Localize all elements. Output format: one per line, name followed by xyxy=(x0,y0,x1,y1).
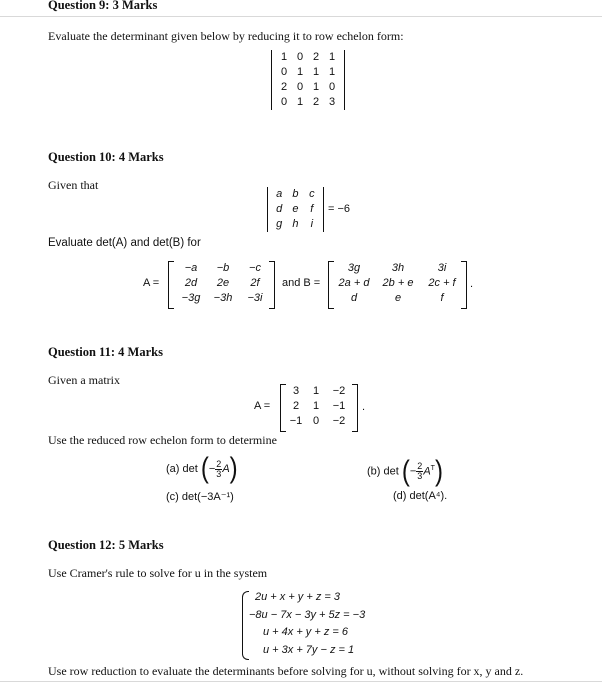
matrix-cell: −c xyxy=(249,262,261,274)
matrix-cell: 0 xyxy=(296,81,304,93)
divider xyxy=(0,681,602,682)
q12-footer: Use row reduction to evaluate the determinants before solving for u, without solving for x, y and z. xyxy=(48,664,524,678)
matrix-cell: −2 xyxy=(332,385,346,397)
q10-det-value: = −6 xyxy=(328,203,351,215)
part-a-var: A xyxy=(222,463,230,475)
matrix-cell: 2 xyxy=(312,51,320,63)
matrix-cell: 1 xyxy=(312,400,320,412)
system-brace xyxy=(242,591,249,660)
matrix-cell: 3h xyxy=(391,262,405,274)
fraction-numerator: 2 xyxy=(216,458,222,469)
matrix-cell: −2 xyxy=(332,415,346,427)
fraction-denominator: 3 xyxy=(417,471,423,482)
q11-given: Given a matrix xyxy=(48,373,120,387)
matrix-cell: a xyxy=(276,188,283,200)
matrix-cell: d xyxy=(276,203,283,215)
matrix-cell: f xyxy=(440,292,444,304)
matrix-cell: −b xyxy=(216,262,230,274)
matrix-cell: c xyxy=(309,188,315,200)
matrix-cell: f xyxy=(310,203,314,215)
q12-equations xyxy=(249,589,365,659)
q10-given: Given that xyxy=(48,178,99,192)
equation: 2u + x + y + z = 3 xyxy=(255,591,340,603)
equation: −8u − 7x − 3y + 5z = −3 xyxy=(249,608,366,621)
q11-part-d: (d) det(A⁴). xyxy=(393,490,448,502)
matrix-cell: 1 xyxy=(312,66,320,78)
paren-close: ) xyxy=(229,452,238,485)
q10-determinant xyxy=(267,187,324,232)
part-a-prefix: (a) det xyxy=(166,463,198,475)
minus-sign: − xyxy=(208,463,216,475)
q11-instruction: Use the reduced row echelon form to determine xyxy=(48,433,277,447)
paren-open: ( xyxy=(401,454,410,488)
q9-text: Evaluate the determinant given below by reducing it to row echelon form: xyxy=(48,29,404,43)
divider xyxy=(0,16,602,17)
matrix-cell: 2d xyxy=(184,277,198,289)
q11-title: Question 11: 4 Marks xyxy=(48,345,163,359)
matrix-cell: 1 xyxy=(312,385,320,397)
matrix-cell: 1 xyxy=(296,66,304,78)
matrix-cell: i xyxy=(310,218,314,230)
matrix-cell: −3i xyxy=(247,292,263,304)
matrix-cell: 2 xyxy=(280,81,288,93)
equation: u + 4x + y + z = 6 xyxy=(263,626,348,638)
q11-part-a xyxy=(166,452,238,485)
matrix-cell: b xyxy=(292,188,299,200)
q10-period: . xyxy=(470,278,474,290)
q11-A-label: A = xyxy=(254,400,271,412)
q10-evaluate-text: Evaluate det(A) and det(B) for xyxy=(48,237,201,249)
matrix-cell: g xyxy=(276,218,283,230)
fraction-numerator: 2 xyxy=(417,461,423,472)
matrix-cell: 0 xyxy=(312,415,320,427)
q9-determinant xyxy=(271,50,345,110)
matrix-bracket-right xyxy=(352,384,358,432)
matrix-cell: −a xyxy=(184,262,198,274)
q10-A-label: A = xyxy=(143,277,160,289)
matrix-cell: 2a + d xyxy=(338,277,370,289)
matrix-cell: 3 xyxy=(328,96,336,108)
fraction-denominator: 3 xyxy=(216,468,222,479)
matrix-cell: 3i xyxy=(437,262,447,274)
matrix-bracket-right xyxy=(269,261,275,309)
matrix-bracket-left xyxy=(168,261,174,309)
matrix-cell: 0 xyxy=(280,96,288,108)
matrix-cell: 0 xyxy=(328,81,336,93)
matrix-cell: 2 xyxy=(292,400,300,412)
matrix-cell: h xyxy=(292,218,299,230)
matrix-cell: d xyxy=(350,292,358,304)
q12-intro: Use Cramer's rule to solve for u in the system xyxy=(48,566,268,580)
matrix-cell: −1 xyxy=(332,400,346,412)
matrix-cell: 3g xyxy=(347,262,361,274)
matrix-cell: 1 xyxy=(328,66,336,78)
part-b-var: A xyxy=(423,465,431,478)
minus-sign: − xyxy=(409,465,417,478)
transpose-sup: T xyxy=(430,465,435,472)
matrix-cell: −3h xyxy=(213,292,233,304)
matrix-cell: 0 xyxy=(296,51,304,63)
part-b-prefix: (b) det xyxy=(367,465,399,478)
matrix-cell: 1 xyxy=(328,51,336,63)
matrix-cell: e xyxy=(292,203,299,215)
matrix-cell: 1 xyxy=(296,96,304,108)
matrix-cell: 1 xyxy=(312,81,320,93)
matrix-cell: 2e xyxy=(216,277,230,289)
q10-matrix-A xyxy=(175,261,271,306)
paren-open: ( xyxy=(200,452,209,485)
matrix-cell: 2b + e xyxy=(382,277,414,289)
q9-title: Question 9: 3 Marks xyxy=(48,0,158,12)
q10-and-B-label: and B = xyxy=(282,277,321,289)
q11-matrix-A xyxy=(286,384,352,429)
q10-title: Question 10: 4 Marks xyxy=(48,150,164,164)
paren-close: ) xyxy=(434,454,443,488)
q12-title: Question 12: 5 Marks xyxy=(48,538,164,552)
q11-part-c: (c) det(−3A⁻¹) xyxy=(166,491,234,503)
q11-part-b xyxy=(367,454,443,488)
matrix-cell: 2c + f xyxy=(428,277,456,289)
q10-matrix-B xyxy=(334,261,462,306)
matrix-cell: 3 xyxy=(292,385,300,397)
q11-period: . xyxy=(362,401,366,413)
matrix-cell: −3g xyxy=(181,292,201,304)
matrix-cell: e xyxy=(394,292,402,304)
matrix-cell: 2 xyxy=(312,96,320,108)
matrix-bracket-right xyxy=(461,261,467,309)
matrix-cell: −1 xyxy=(289,415,303,427)
equation: u + 3x + 7y − z = 1 xyxy=(263,643,355,656)
matrix-cell: 0 xyxy=(280,66,288,78)
matrix-cell: 2f xyxy=(250,277,260,289)
matrix-cell: 1 xyxy=(280,51,288,63)
